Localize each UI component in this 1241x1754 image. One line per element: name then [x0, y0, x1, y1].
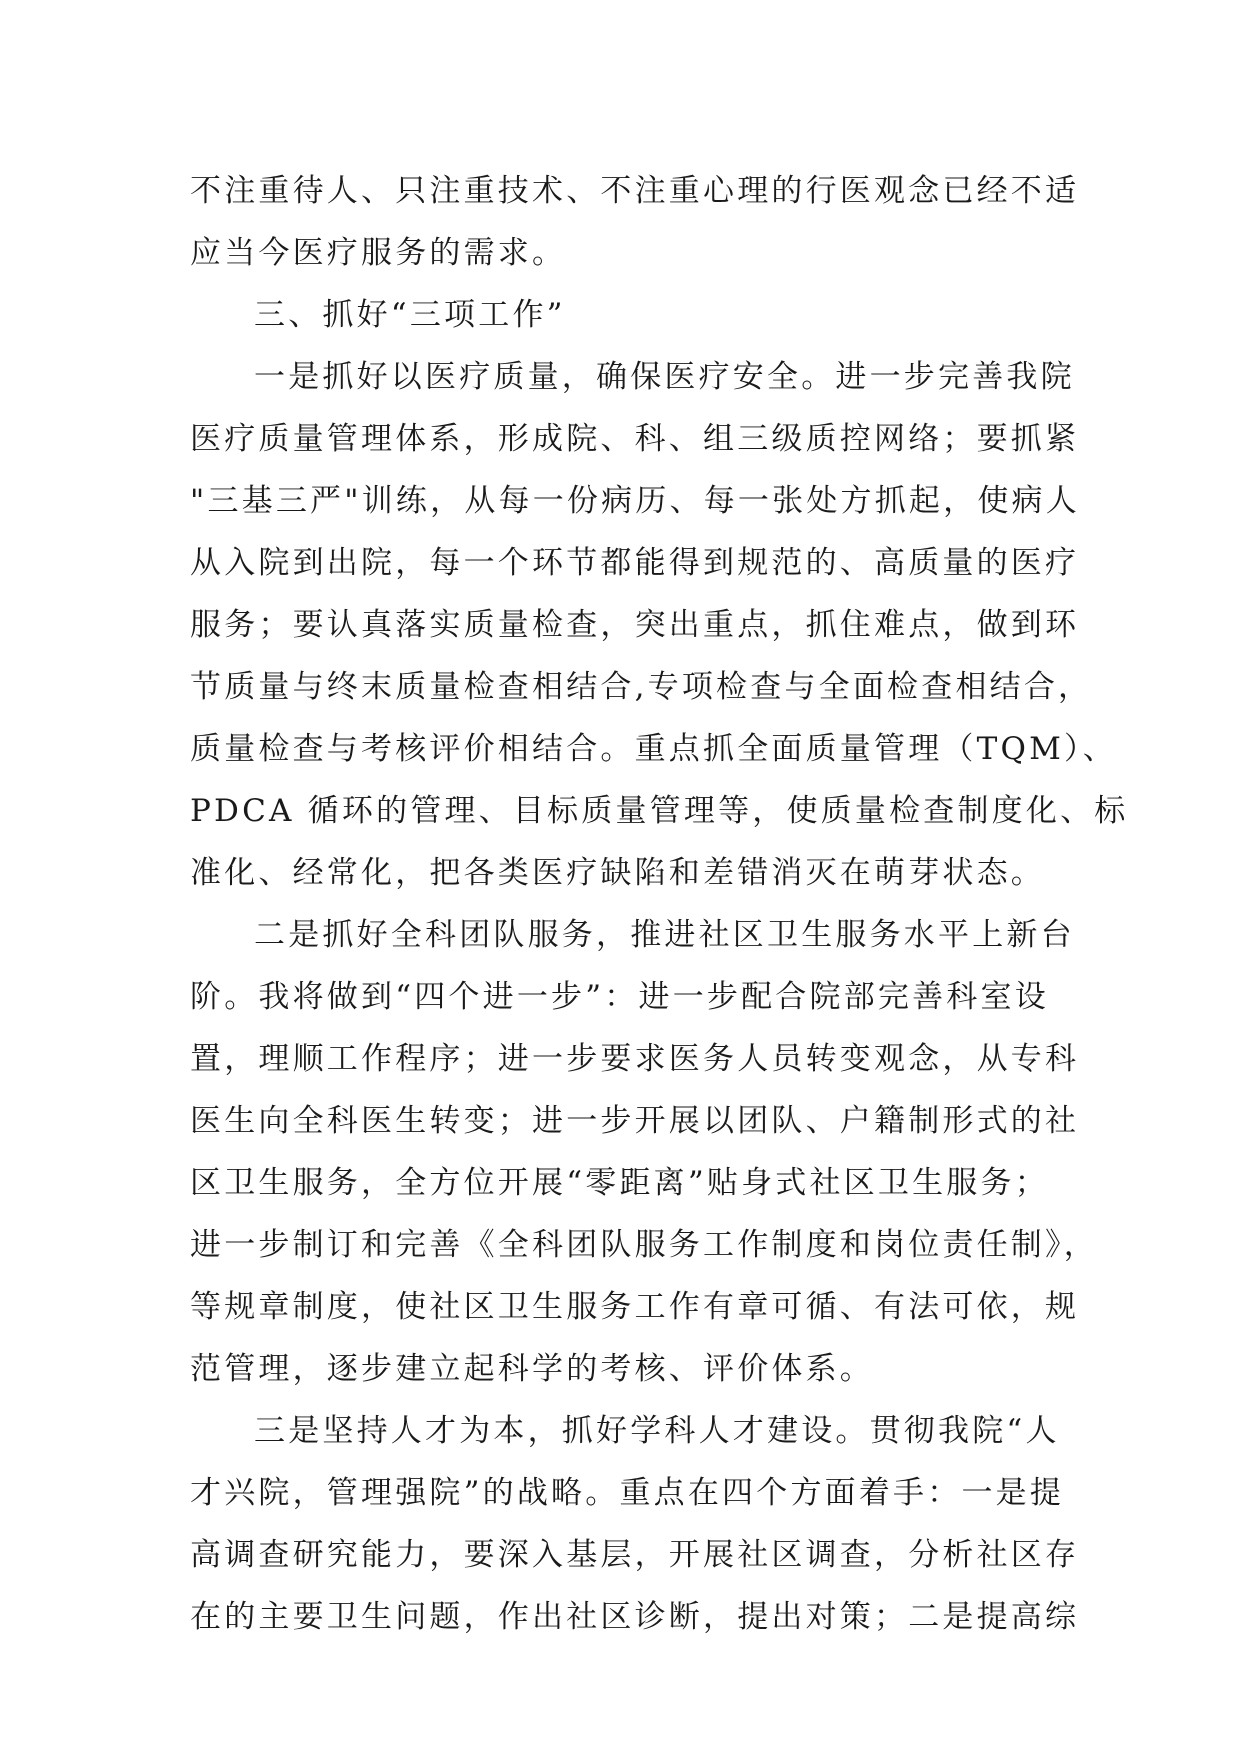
document-line: 应当今医疗服务的需求。 — [190, 235, 567, 271]
document-line: 才兴院，管理强院”的战略。重点在四个方面着手：一是提 — [190, 1475, 1065, 1511]
document-line: 服务；要认真落实质量检查，突出重点，抓住难点，做到环 — [190, 607, 1080, 643]
document-line: 从入院到出院，每一个环节都能得到规范的、高质量的医疗 — [190, 545, 1080, 581]
document-line: 阶。我将做到“四个进一步”：进一步配合院部完善科室设 — [190, 979, 1049, 1015]
document-line: 进一步制订和完善《全科团队服务工作制度和岗位责任制》， — [190, 1227, 1098, 1263]
document-line: 准化、经常化，把各类医疗缺陷和差错消灭在萌芽状态。 — [190, 855, 1045, 891]
document-line: 医生向全科医生转变；进一步开展以团队、户籍制形式的社 — [190, 1103, 1080, 1139]
document-body — [190, 160, 1129, 1648]
document-line: 置，理顺工作程序；进一步要求医务人员转变观念，从专科 — [190, 1041, 1080, 1077]
document-line: 二是抓好全科团队服务，推进社区卫生服务水平上新台 — [254, 917, 1075, 953]
document-line: 医疗质量管理体系，形成院、科、组三级质控网络；要抓紧 — [190, 421, 1080, 457]
document-line: 三是坚持人才为本，抓好学科人才建设。贯彻我院“人 — [254, 1413, 1060, 1449]
document-line: 高调查研究能力，要深入基层，开展社区调查，分析社区存 — [190, 1537, 1080, 1573]
document-line: 在的主要卫生问题，作出社区诊断，提出对策；二是提高综 — [190, 1599, 1080, 1635]
document-line: 节质量与终末质量检查相结合,专项检查与全面检查相结合， — [190, 669, 1093, 705]
document-line: PDCA 循环的管理、目标质量管理等，使质量检查制度化、标 — [190, 793, 1129, 829]
document-line: 一是抓好以医疗质量，确保医疗安全。进一步完善我院 — [254, 359, 1075, 395]
document-line: 区卫生服务，全方位开展“零距离”贴身式社区卫生服务； — [190, 1165, 1049, 1201]
document-line: 质量检查与考核评价相结合。重点抓全面质量管理（TQM）、 — [190, 731, 1117, 767]
document-line: "三基三严"训练，从每一份病历、每一张处方抓起，使病人 — [190, 483, 1080, 519]
document-line: 等规章制度，使社区卫生服务工作有章可循、有法可依，规 — [190, 1289, 1080, 1325]
document-line: 不注重待人、只注重技术、不注重心理的行医观念已经不适 — [190, 173, 1080, 209]
document-line: 范管理，逐步建立起科学的考核、评价体系。 — [190, 1351, 874, 1387]
document-line: 三、抓好“三项工作” — [254, 297, 566, 333]
